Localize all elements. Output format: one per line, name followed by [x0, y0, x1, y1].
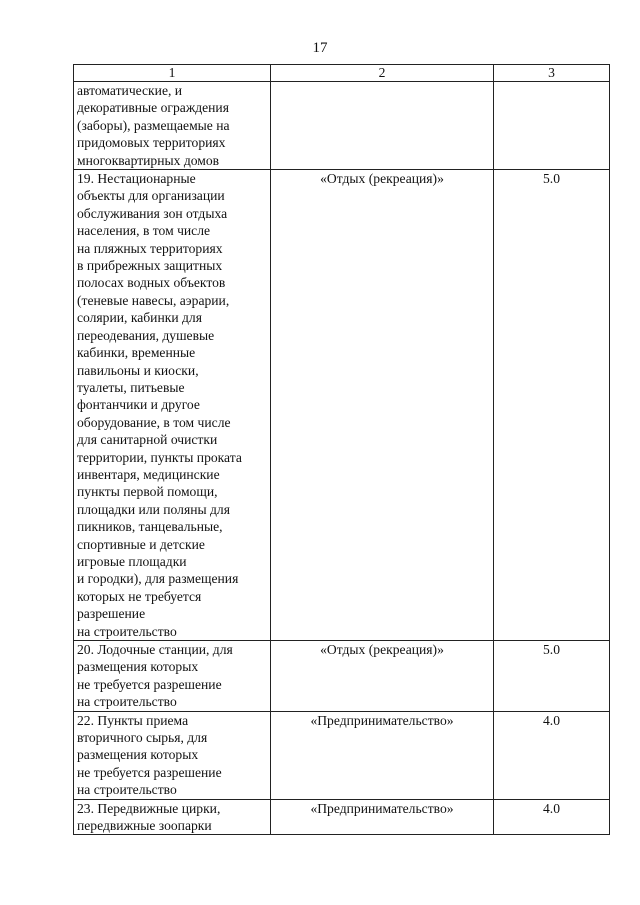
table-header-row: [74, 65, 610, 82]
object-name-cell: 20. Лодочные станции, для размещения которых не требуется разрешение на строительство: [74, 641, 271, 712]
table-row: [74, 711, 610, 799]
header-col-3: 3: [494, 65, 610, 82]
use-type-cell: [271, 82, 494, 170]
page-number: 17: [312, 40, 328, 56]
use-code-cell: 4.0: [494, 711, 610, 799]
use-code-cell: 4.0: [494, 799, 610, 835]
use-code-cell: 5.0: [494, 170, 610, 641]
table-row: [74, 82, 610, 170]
document-table: [73, 64, 610, 835]
use-code-cell: [494, 82, 610, 170]
use-type-cell: «Отдых (рекреация)»: [271, 170, 494, 641]
object-name-cell: автоматические, и декоративные ограждения (заборы), размещаемые на придомовых территориях многоквартирных домов: [74, 82, 271, 170]
use-type-cell: «Предпринимательство»: [271, 799, 494, 835]
header-col-1: 1: [74, 65, 271, 82]
use-type-cell: «Предпринимательство»: [271, 711, 494, 799]
table-row: [74, 170, 610, 641]
object-name-cell: 22. Пункты приема вторичного сырья, для размещения которых не требуется разрешение на строительство: [74, 711, 271, 799]
header-col-2: 2: [271, 65, 494, 82]
table-row: [74, 641, 610, 712]
use-type-cell: «Отдых (рекреация)»: [271, 641, 494, 712]
table-row: [74, 799, 610, 835]
object-name-cell: 23. Передвижные цирки, передвижные зоопарки: [74, 799, 271, 835]
use-code-cell: 5.0: [494, 641, 610, 712]
object-name-cell: 19. Нестационарные объекты для организации обслуживания зон отдыха населения, в том числе на пляжных территориях в прибрежных защитных полосах водных объектов (теневые навесы, аэрарии, солярии, кабинки для переодевания, душевые кабинки, временные павильоны и киоски, туалеты, питьевые фонтанчики и другое оборудование, в том числе для санитарной очистки территории, пункты проката инвентаря, медицинские пункты первой помощи, площадки или поляны для пикников, танцевальные, спортивные и детские игровые площадки и городки), для размещения которых не требуется разрешение на строительство: [74, 170, 271, 641]
